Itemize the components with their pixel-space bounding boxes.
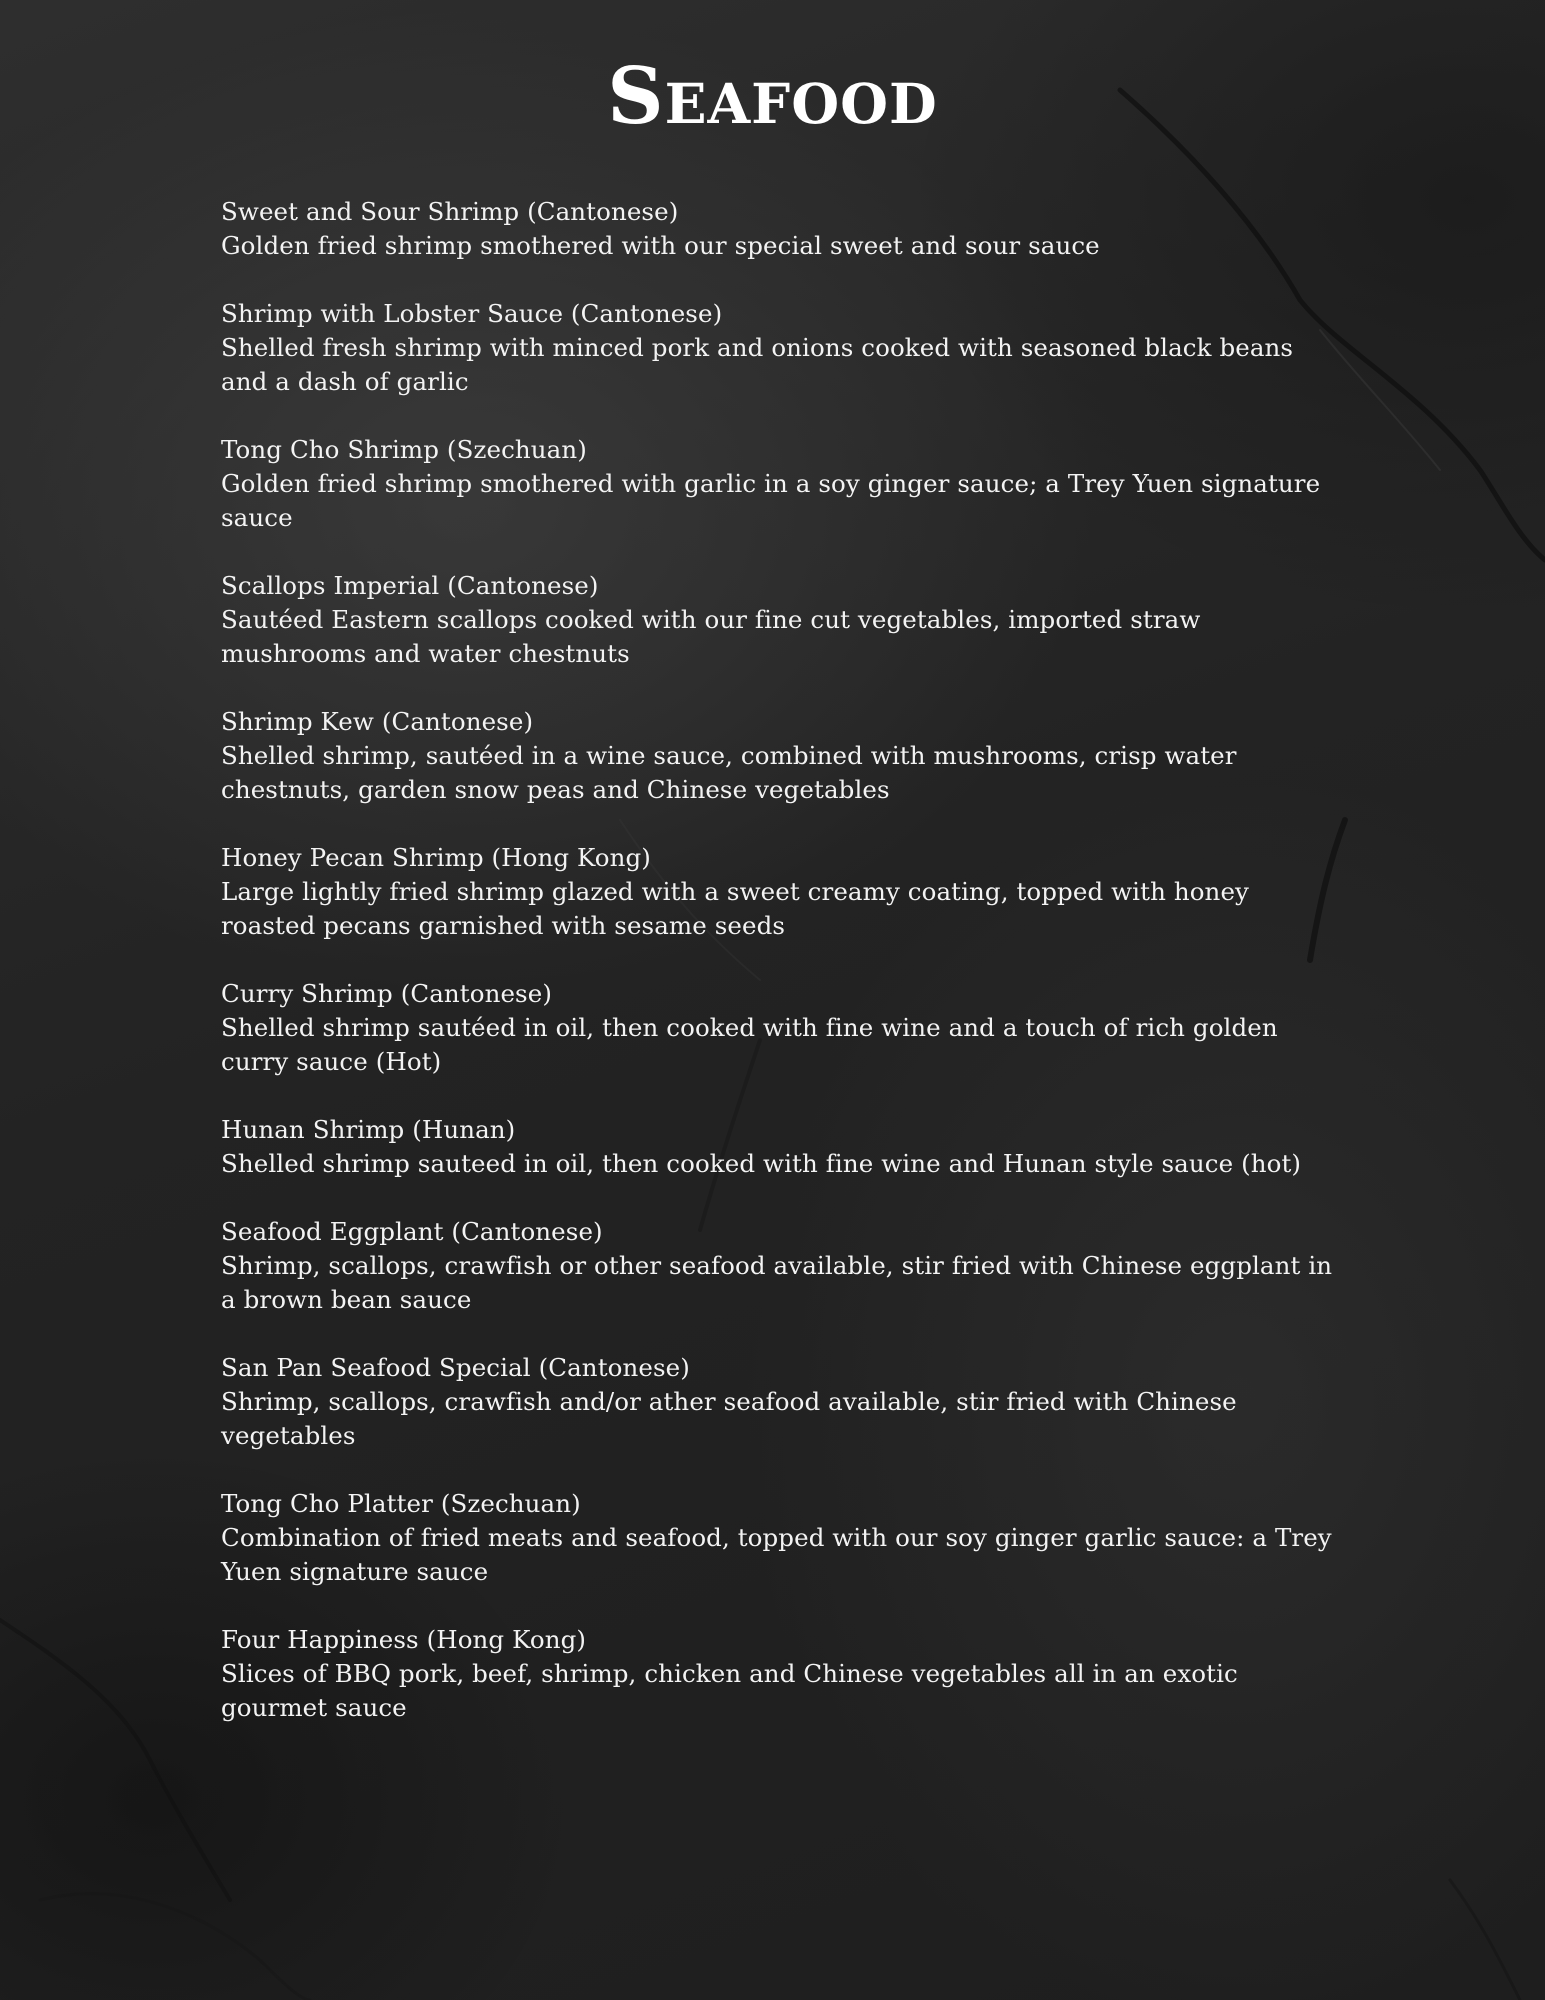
menu-item — [221, 977, 1341, 1079]
menu-item-name: Sweet and Sour Shrimp (Cantonese) — [221, 197, 679, 226]
menu-item-name: Tong Cho Platter (Szechuan) — [221, 1489, 581, 1518]
menu-item — [221, 569, 1341, 671]
menu-item — [221, 195, 1341, 263]
menu-item — [221, 297, 1341, 399]
menu-item — [221, 705, 1341, 807]
menu-item-name: Tong Cho Shrimp (Szechuan) — [221, 435, 587, 464]
menu-item-description: Golden fried shrimp smothered with our special sweet and sour sauce — [221, 231, 1100, 260]
menu-item-description: Combination of fried meats and seafood, topped with our soy ginger garlic sauce: a Trey Yuen signature sauce — [221, 1523, 1332, 1586]
menu-item-description: Shrimp, scallops, crawfish or other seafood available, stir fried with Chinese eggplant in a brown bean sauce — [221, 1251, 1333, 1314]
menu-item — [221, 1487, 1341, 1589]
menu-item-description: Shelled shrimp sautéed in oil, then cooked with fine wine and a touch of rich golden curry sauce (Hot) — [221, 1013, 1278, 1076]
menu-item — [221, 1113, 1341, 1181]
menu-item — [221, 1215, 1341, 1317]
menu-item-name: Shrimp with Lobster Sauce (Cantonese) — [221, 299, 723, 328]
menu-item-name: Hunan Shrimp (Hunan) — [221, 1115, 516, 1144]
menu-item-name: Honey Pecan Shrimp (Hong Kong) — [221, 843, 651, 872]
menu-item-description: Golden fried shrimp smothered with garlic in a soy ginger sauce; a Trey Yuen signature sauce — [221, 469, 1321, 532]
menu-item-name: Seafood Eggplant (Cantonese) — [221, 1217, 603, 1246]
menu-list — [221, 195, 1341, 1759]
menu-item-name: Four Happiness (Hong Kong) — [221, 1625, 587, 1654]
menu-item-description: Sautéed Eastern scallops cooked with our fine cut vegetables, imported straw mushrooms and water chestnuts — [221, 605, 1201, 668]
menu-item-description: Large lightly fried shrimp glazed with a sweet creamy coating, topped with honey roasted pecans garnished with sesame seeds — [221, 877, 1249, 940]
menu-item-description: Shelled fresh shrimp with minced pork and onions cooked with seasoned black beans and a dash of garlic — [221, 333, 1294, 396]
menu-item — [221, 1623, 1341, 1725]
menu-item-description: Slices of BBQ pork, beef, shrimp, chicken and Chinese vegetables all in an exotic gourmet sauce — [221, 1659, 1238, 1722]
menu-item-name: Shrimp Kew (Cantonese) — [221, 707, 534, 736]
menu-item-name: San Pan Seafood Special (Cantonese) — [221, 1353, 690, 1382]
menu-item-name: Curry Shrimp (Cantonese) — [221, 979, 552, 1008]
menu-item-description: Shelled shrimp sauteed in oil, then cooked with fine wine and Hunan style sauce (hot) — [221, 1149, 1302, 1178]
menu-item — [221, 1351, 1341, 1453]
menu-item-description: Shrimp, scallops, crawfish and/or ather seafood available, stir fried with Chinese vegetables — [221, 1387, 1237, 1450]
page-title: Seafood — [607, 51, 938, 142]
menu-item — [221, 841, 1341, 943]
menu-item-description: Shelled shrimp, sautéed in a wine sauce, combined with mushrooms, crisp water chestnuts, garden snow peas and Chinese vegetables — [221, 741, 1237, 804]
menu-item-name: Scallops Imperial (Cantonese) — [221, 571, 599, 600]
menu-item — [221, 433, 1341, 535]
